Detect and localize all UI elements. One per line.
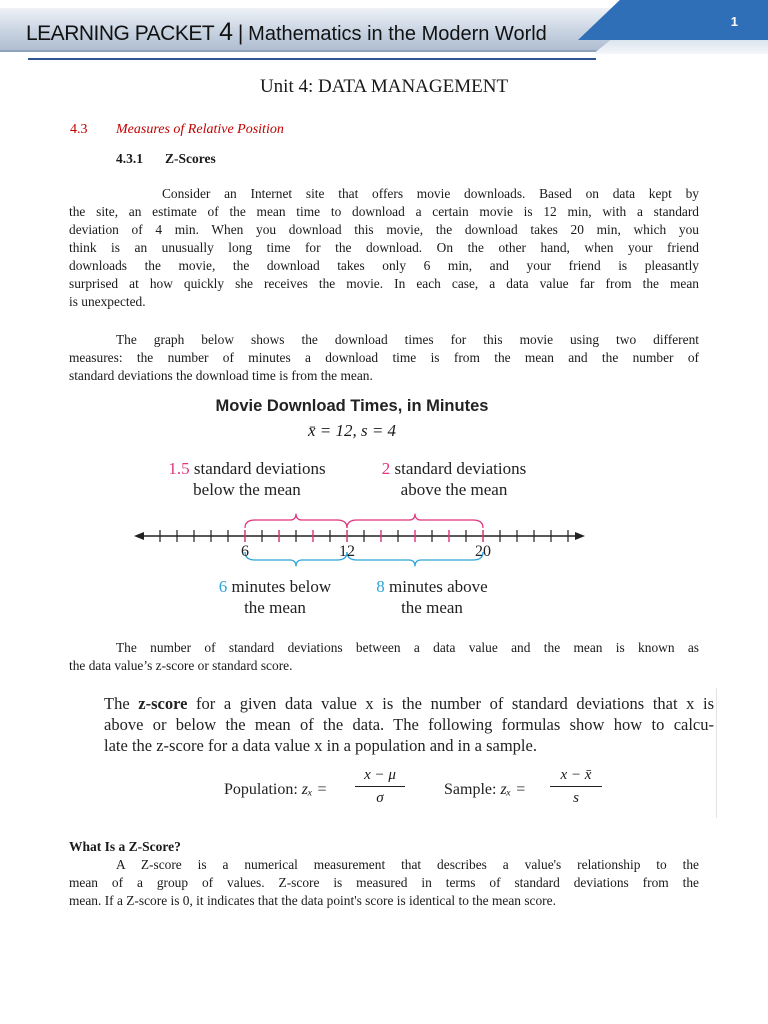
tick-label: 6 [241,543,249,560]
definition-line: above or below the mean of the data. The following formulas show how to calcu- [104,715,714,734]
population-numerator: x − μ [364,767,396,783]
definition-term: z-score [138,694,188,713]
page-number: 1 [730,14,738,29]
definition-box-edge [716,688,717,818]
population-denominator: σ [355,786,405,807]
download-times-figure [112,393,612,623]
paragraph-graph-intro [69,331,699,385]
subsection-number: 4.3.1 [116,151,143,166]
paragraph-line: standard deviations the download time is from the mean. [69,368,373,383]
packet-label: LEARNING PACKET [26,22,220,45]
above-sd-label [356,458,552,500]
below-min-number: 6 [218,577,228,596]
axis-arrow-left [134,532,144,540]
sample-fraction [550,767,602,807]
brace-below-minutes [245,552,347,566]
paragraph-intro [69,185,699,311]
population-label: Population: [224,781,302,798]
below-min-text: minutes below [227,577,332,596]
zscore-definition [104,693,714,756]
sample-numerator: x − x̄ [560,767,592,783]
section-number: 4.3 [70,122,88,137]
figure-title: Movie Download Times, in Minutes [215,397,489,415]
above-sd-number: 2 [381,459,391,478]
above-minutes-label [352,576,512,618]
subject-title: Mathematics in the Modern World [248,23,547,45]
population-lhs: zₓ = [301,781,328,798]
paragraph-line: deviation of 4 min. When you download this movie, the download takes 20 min, which you [69,222,699,237]
paragraph-line: downloads the movie, the download takes only 6 min, and your friend is pleasantly [69,258,699,273]
below-min-text2: the mean [244,598,306,617]
paragraph-zscore-def [69,856,699,910]
paragraph-line: the site, an estimate of the mean time to download a certain movie is 12 min, with a standard [69,204,699,219]
above-sd-text2: above the mean [400,480,508,499]
paragraph-line: A Z-score is a numerical measurement that describes a value's relationship to the [116,857,699,872]
header-rule [28,58,596,60]
paragraph-line: measures: the number of minutes a download time is from the mean and the number of [69,350,699,365]
paragraph-zscore-intro [69,639,699,675]
title-separator: | [232,22,249,45]
paragraph-line: mean. If a Z-score is 0, it indicates that the data point's score is identical to the mean score. [69,893,556,908]
what-is-zscore-heading: What Is a Z-Score? [69,839,181,854]
paragraph-line: mean of a group of values. Z-score is measured in terms of standard deviations from the [69,875,699,890]
header-accent-strip [593,40,768,54]
below-sd-text2: below the mean [193,480,301,499]
subsection-title: Z-Scores [165,151,216,166]
below-sd-number: 1.5 [168,459,190,478]
paragraph-line: the data value’s z-score or standard score. [69,658,293,673]
above-min-number: 8 [376,577,385,596]
below-minutes-label [195,576,355,618]
sample-label: Sample: [444,781,501,798]
above-min-text2: the mean [401,598,463,617]
section-title: Measures of Relative Position [116,122,284,137]
page-header [0,0,768,64]
paragraph-line: think is an unusually long time for the download. On the other hand, when your friend [69,240,699,255]
above-sd-text: standard deviations [390,459,527,478]
brace-above-sd [347,514,483,528]
paragraph-line: The number of standard deviations between a data value and the mean is known as [116,640,699,655]
sample-formula-label [444,781,526,799]
definition-text: for a given data value x is the number of standard deviations that x is [187,694,714,713]
packet-number: 4 [219,18,233,46]
above-min-text: minutes above [384,577,488,596]
unit-title: Unit 4: DATA MANAGEMENT [259,76,509,97]
definition-line: late the z-score for a data value x in a population and in a sample. [104,736,537,755]
sample-lhs: zₓ = [500,781,527,798]
packet-title [26,18,547,47]
sample-denominator: s [550,786,602,807]
number-line [112,506,612,581]
tick-label: 12 [339,543,355,560]
definition-line [104,693,714,714]
tick-label: 20 [475,543,491,560]
population-fraction [355,767,405,807]
definition-text: The [104,694,139,713]
below-sd-text: standard deviations [189,459,326,478]
axis-arrow-right [575,532,585,540]
paragraph-line: Consider an Internet site that offers movie downloads. Based on data kept by [162,186,699,201]
below-sd-label [142,458,352,500]
paragraph-line: is unexpected. [69,294,146,309]
brace-below-sd [245,514,347,528]
paragraph-line: surprised at how quickly she receives the movie. In each case, a data value far from the mean [69,276,699,291]
population-formula-label [224,781,327,799]
figure-stats: x̄ = 12, s = 4 [307,421,397,440]
header-accent [578,0,768,40]
brace-above-minutes [347,552,483,566]
paragraph-line: The graph below shows the download times for this movie using two different [116,332,699,347]
